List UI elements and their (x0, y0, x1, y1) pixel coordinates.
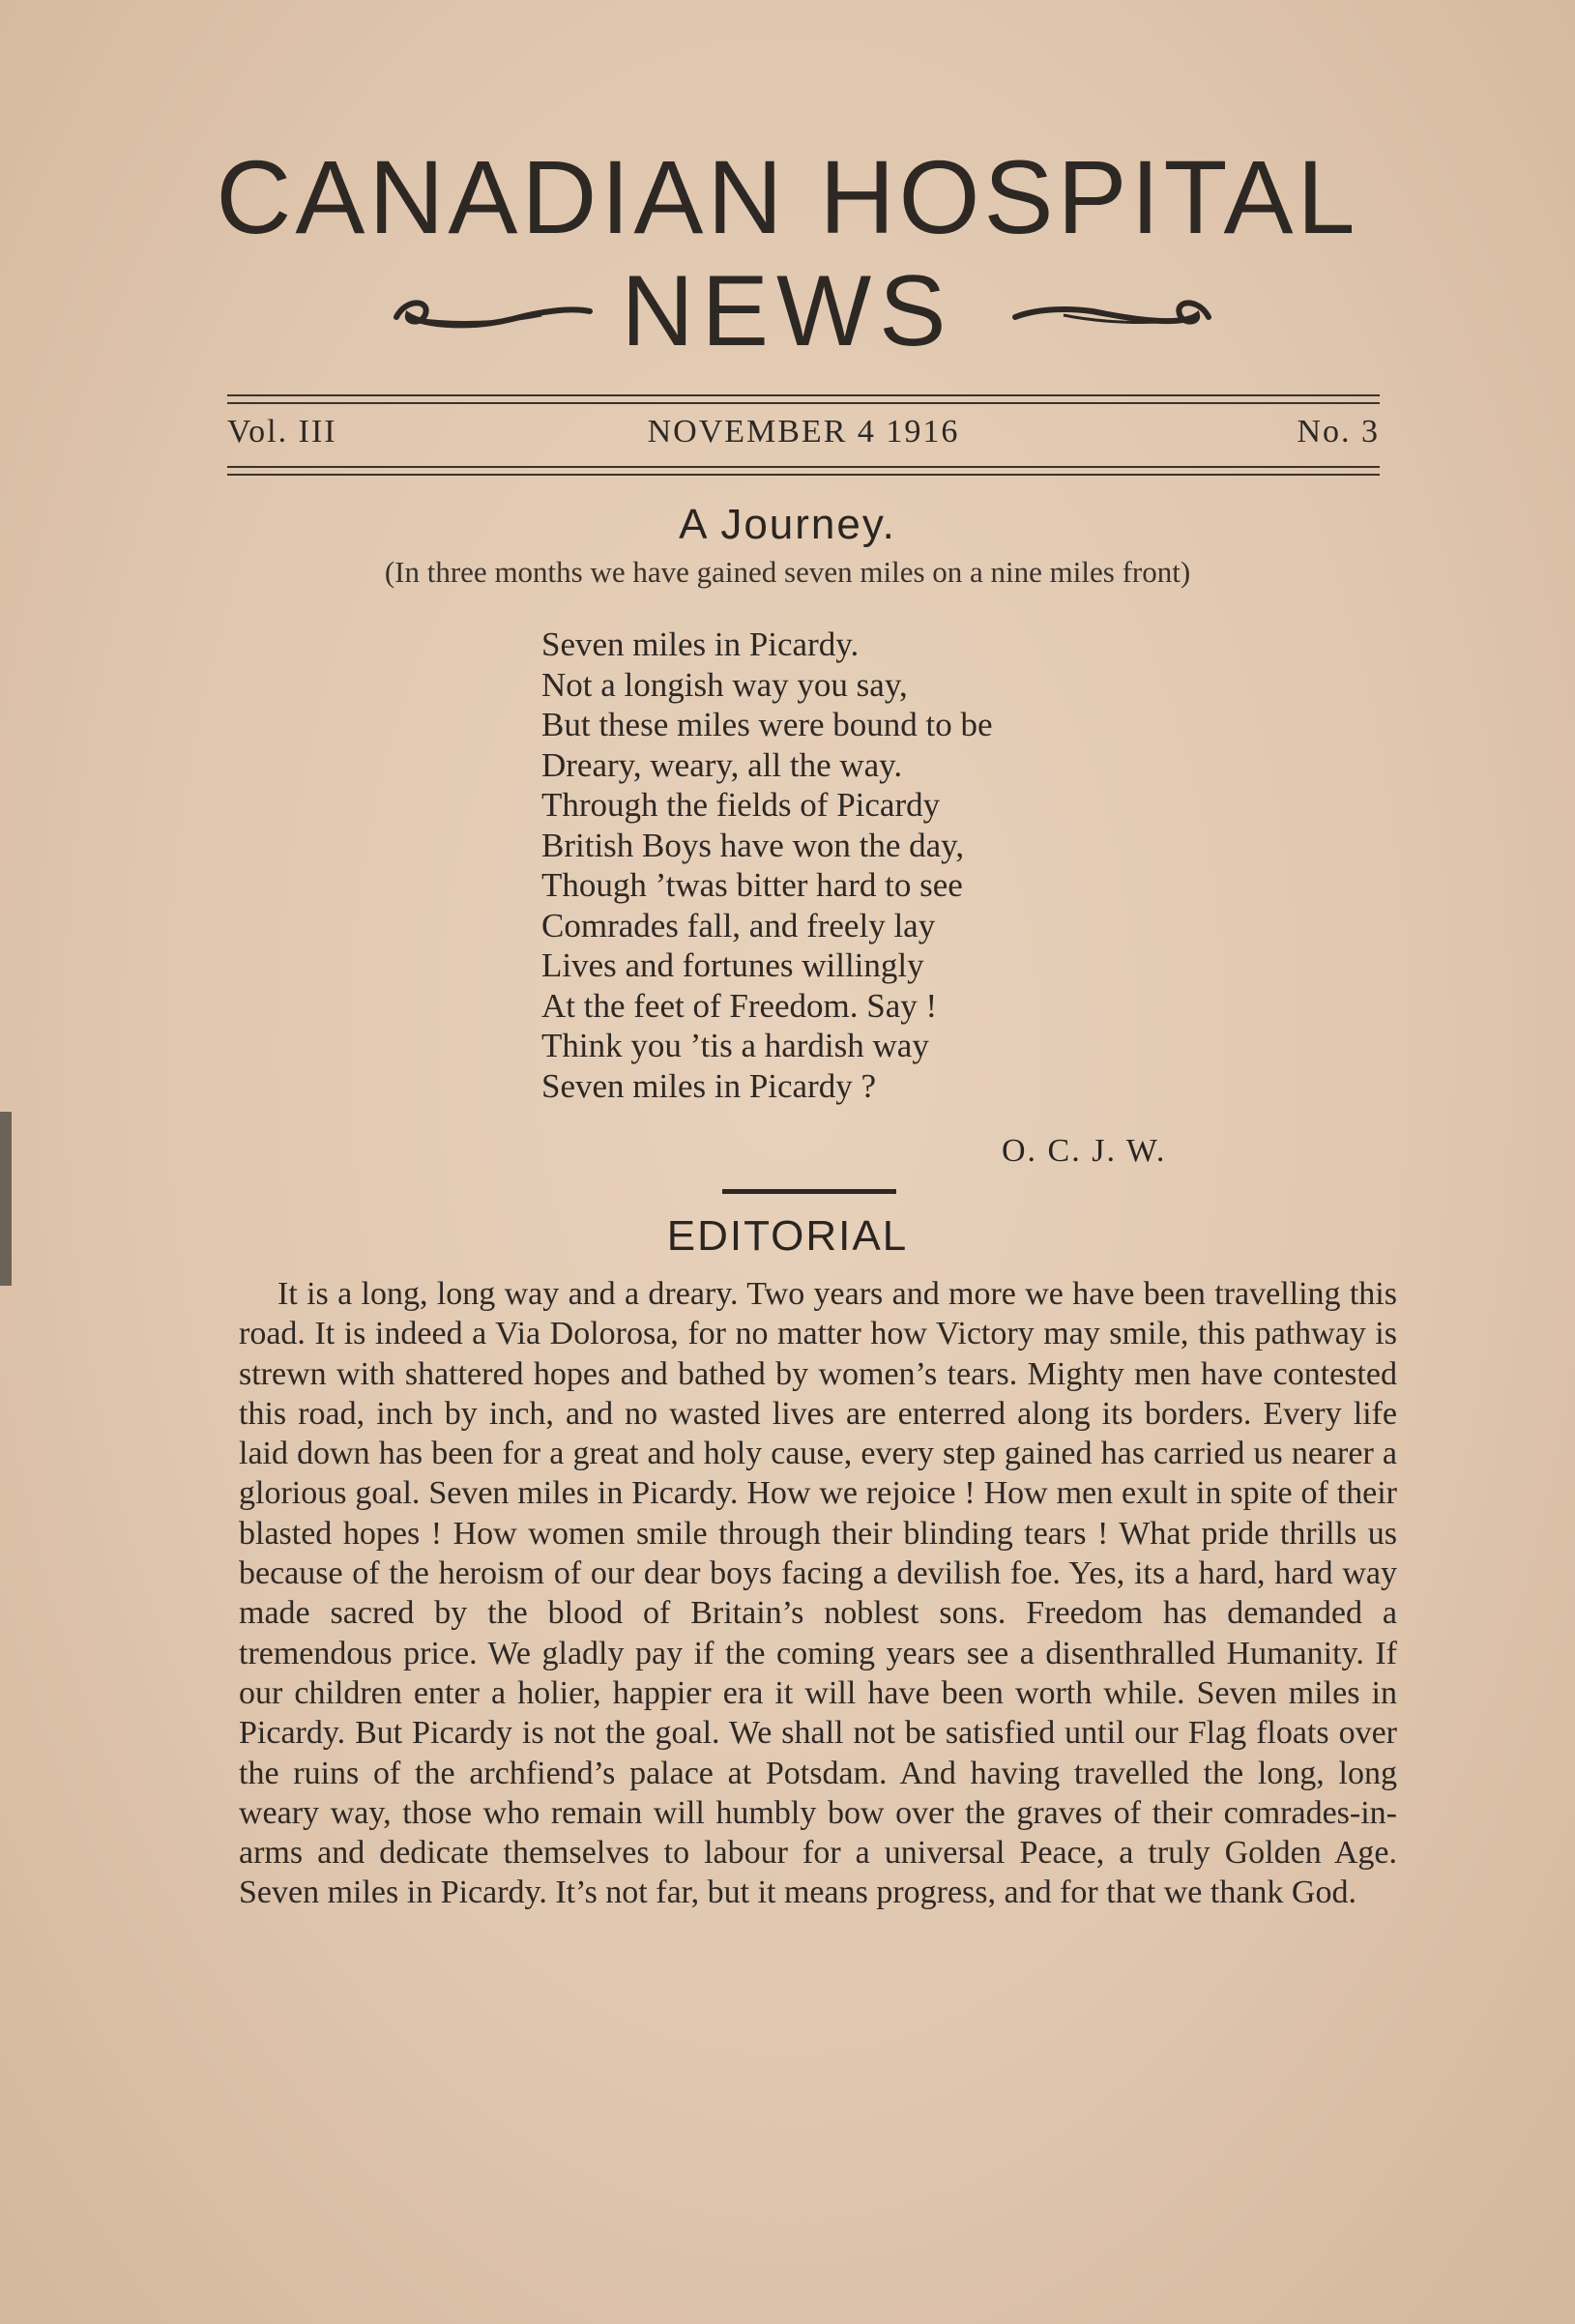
poem-line: At the feet of Freedom. Say ! (541, 986, 938, 1025)
poem-subtitle: (In three months we have gained seven miles on a nine miles front) (384, 555, 1191, 589)
header-rule (227, 394, 1380, 396)
masthead-title: CANADIAN HOSPITAL (216, 138, 1359, 255)
issue-date: NOVEMBER 4 1916 (647, 414, 960, 450)
poem-title: A Journey. (679, 501, 896, 548)
issue-number: No. 3 (1297, 414, 1380, 450)
poem-author: O. C. J. W. (1002, 1133, 1167, 1169)
section-divider (722, 1189, 896, 1194)
poem-line: Seven miles in Picardy ? (541, 1066, 877, 1105)
issue-volume: Vol. III (227, 414, 337, 450)
poem-line: Seven miles in Picardy. (541, 625, 860, 663)
poem-line: Think you ’tis a hardish way (541, 1027, 929, 1064)
editorial-title: EDITORIAL (666, 1212, 909, 1260)
poem-line: Not a longish way you say, (541, 665, 908, 704)
header-rule (227, 466, 1380, 468)
poem-line: Comrades fall, and freely lay (541, 906, 936, 944)
poem-line: British Boys have won the day, (541, 826, 965, 864)
poem-line: Lives and fortunes willingly (541, 946, 924, 984)
poem-line: Through the fields of Picardy (541, 786, 941, 824)
poem-line: Though ’twas bitter hard to see (541, 866, 963, 904)
header-rule (227, 402, 1380, 404)
poem-body (541, 625, 993, 1106)
header-rule (227, 474, 1380, 476)
editorial-body: It is a long, long way and a dreary. Two years and more we have been travelling this road. It is indeed a Via Dolorosa, for no matter how Victory may smile, this pathway is strewn with shattered hopes and bathed by women’s tears. Mighty men have contested this road, inch by inch, and no wasted lives are enterred along its borders. Every life laid down has been for a great and holy cause, every step gained has carried us nearer a glorious goal. Seven miles in Picardy. How we rejoice ! How men exult in spite of their blasted hopes ! How women smile through their blinding tears ! What pride thrills us because of the heroism of our dear boys facing a devilish foe. Yes, its a hard, hard way made sacred by the blood of Britain’s noblest sons. Freedom has demanded a tremendous price. We gladly pay if the coming years see a disenthralled Humanity. If our children enter a holier, happier era it will have been worth while. Seven miles in Picardy. But Picardy is not the goal. We shall not be satisfied until our Flag floats over the ruins of the archfiend’s palace at Potsdam. And having travelled the long, long weary way, those who remain will humbly bow over the graves of their comrades-in-arms and dedicate themselves to labour for a universal Peace, a truly Golden Age. Seven miles in Picardy. It’s not far, but it means progress, and for that we thank God. (239, 1276, 1397, 1911)
right-flourish-icon (1006, 290, 1218, 338)
poem-line: Dreary, weary, all the way. (541, 745, 903, 784)
masthead-subtitle: NEWS (621, 255, 954, 367)
poem-line: But these miles were bound to be (541, 706, 993, 743)
